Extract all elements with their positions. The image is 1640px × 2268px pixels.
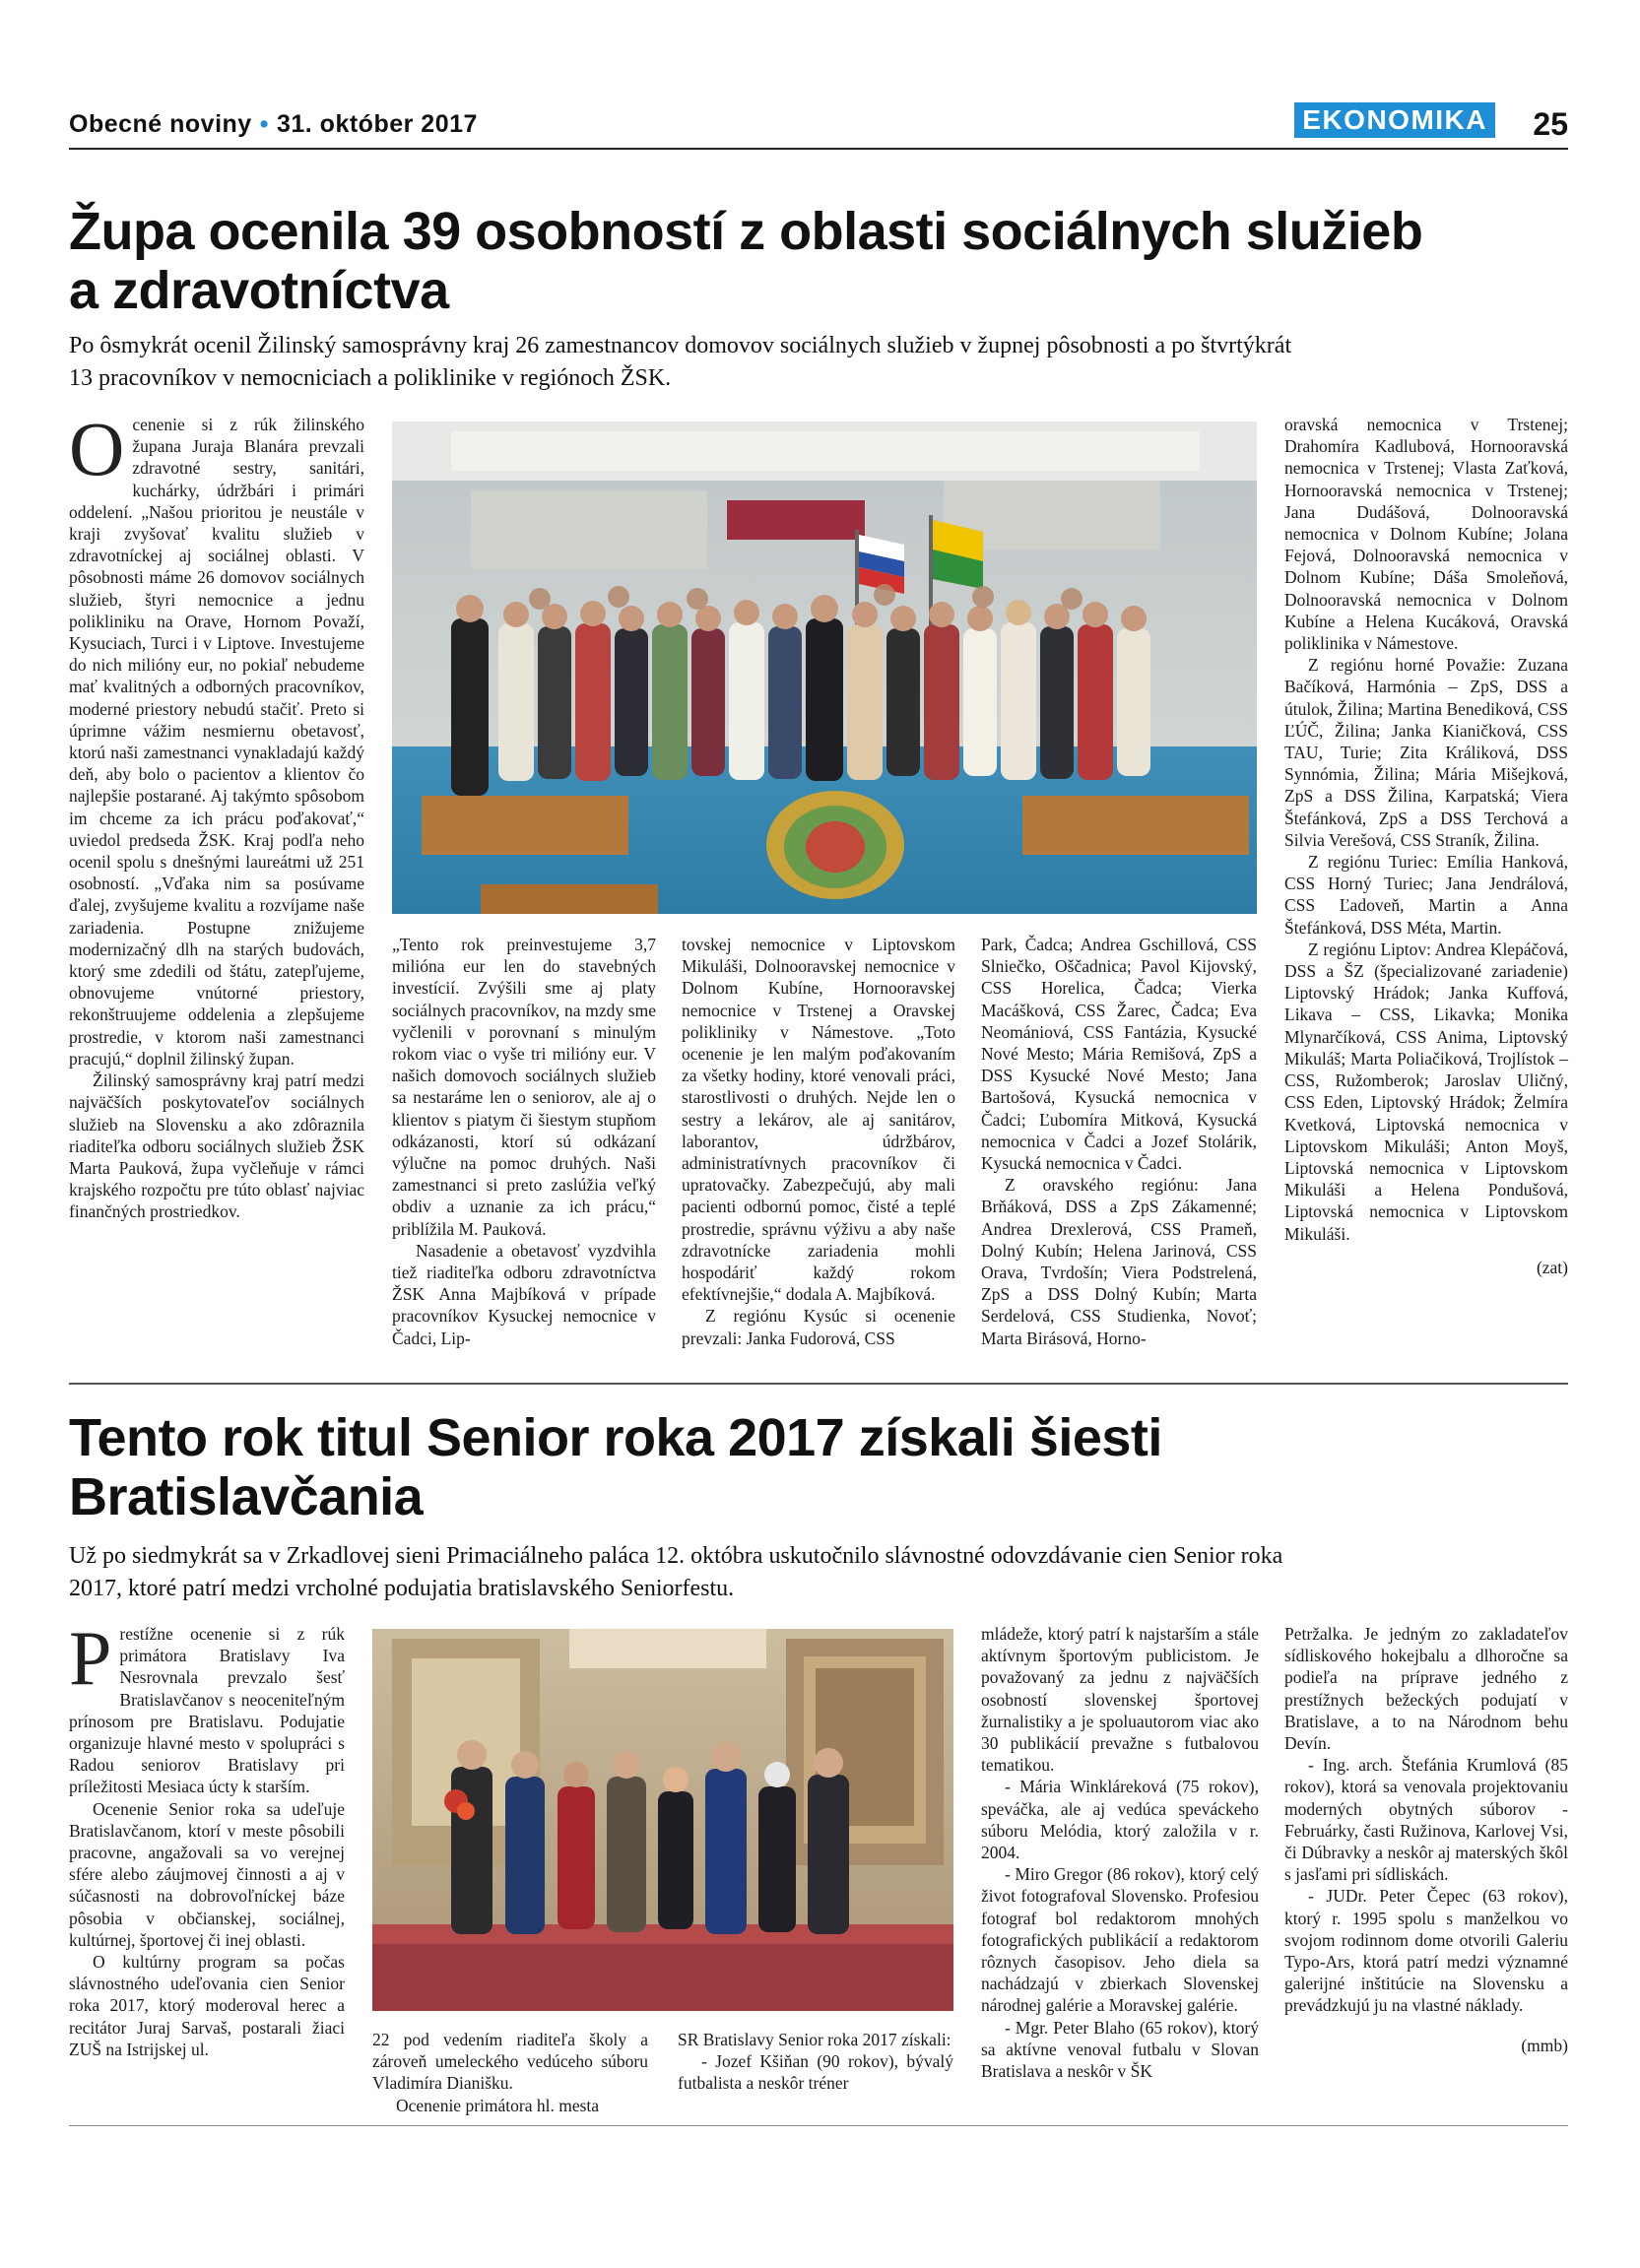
article1-col5-p4: Z regiónu Liptov: Andrea Klepáčová, DSS a ŠZ (špecializované zariadenie) Liptovský Hrádok; Janka Kuffová, Likava – CSS, Likavka; Monika Mlynarčíková, CSS Anima, Liptovský Mikuláš; Marta Poliačiková, Trojlístok – CSS, Ružomberok; Jaroslav Uličný, CSS Eden, Liptovský Hrádok; Želmíra Kvetková, Liptovská nemocnica v Liptovskom Mikuláši; Anton Moyš, Liptovská nemocnica v Liptovskom Mikuláši a Helena Pondušová, Liptovská nemocnica v Liptovskom Mikuláši. (1284, 939, 1568, 1244)
article2-col2-p2: Ocenenie primátora hl. mesta (396, 2095, 600, 2115)
article2-col1-p3: O kultúrny program sa počas slávnostného udeľovania cien Senior roka 2017, ktorý moderoval herec a recitátor Juraj Sarvaš, postarali žiaci ZUŠ na Istrijskej ul. (69, 1952, 345, 2059)
article1-headline-line2: a zdravotníctva (69, 261, 449, 320)
article1-lead-line2: 13 pracovníkov v nemocniciach a poliklinike v regiónoch ŽSK. (69, 365, 672, 391)
group-photo-illustration (392, 421, 1257, 914)
article2-lead-line1: Už po siedmykrát sa v Zrkadlovej sieni Primaciálneho paláca 12. októbra uskutočnilo slávnostné odovzdávanie cien Senior roka (69, 1543, 1283, 1569)
article1-signature: (zat) (1536, 1257, 1568, 1277)
article1-col3-p1: tovskej nemocnice v Liptovskom Mikuláši, Dolnooravskej nemocnice v Dolnom Kubíne, Hornooravskej nemocnice v Trstenej a Oravskej polikliniky v Námestove. „Toto ocenenie je len malým poďakovaním za všetky hodiny, ktoré venovali práci, starostlivosti o druhých. Nejde len o sestry a lekárov, ale aj sanitárov, laborantov, údržbárov, administratívnych pracovníkov či upratovačky. Zabezpečujú, aby mali pacienti odbornú pomoc, čisté a teplé prostredie, správnu výživu a aby naše zdravotnícke zariadenia mohli hospodáriť každý rokom efektívnejšie,“ dodala A. Majbíková. (682, 935, 955, 1305)
award-ceremony-photo (392, 421, 1257, 914)
article1-column-2 (392, 934, 656, 1349)
page-number: 25 (1533, 106, 1568, 142)
article2-lead-line2: 2017, ktoré patrí medzi vrcholné podujatia bratislavského Seniorfestu. (69, 1576, 735, 1601)
article2-col2-p1: 22 pod vedením riaditeľa školy a zároveň umeleckého vedúceho súboru Vladimíra Dianišku. (372, 2030, 648, 2094)
article1-column-5 (1284, 414, 1568, 1278)
senior-award-photo (372, 1629, 953, 2011)
bottom-rule (69, 2125, 1568, 2126)
article2-col1-p1: Prestížne ocenenie si z rúk primátora Bratislavy Iva Nesrovnala prevzalo šesť Bratislavčanov s neoceniteľným prínosom pre Bratislavu. Podujatie organizuje hlavné mesto v spolupráci s Radou seniorov Bratislavy pri príležitosti Mesiaca úcty k starším. (69, 1615, 345, 1797)
article1-column-4 (981, 934, 1257, 1349)
article1-col2-p2: Nasadenie a obetavosť vyzdvihla tiež riaditeľka odboru zdravotníctva ŽSK Anna Majbíková v prípade pracovníkov Kysuckej nemocnice v Čadci, Lip- (392, 1240, 656, 1348)
article2-column-4 (981, 1623, 1259, 2082)
dropcap: O (69, 406, 125, 491)
article2-column-5 (1284, 1623, 1568, 2056)
article2-col5-p1: Petržalka. Je jedným zo zakladateľov sídliskového hokejbalu a dlhoročne sa podieľa na príprave jedného z prestížnych bežeckých podujatí v Bratislave, a to na Národnom behu Devín. (1284, 1624, 1568, 1754)
article2-column-1 (69, 1615, 345, 2060)
article2-headline-line1: Tento rok titul Senior roka 2017 získali šiesti (69, 1408, 1162, 1467)
article1-lead-line1: Po ôsmykrát ocenil Žilinský samosprávny kraj 26 zamestnancov domovov sociálnych služieb v župnej pôsobnosti a po štvrtýkrát (69, 333, 1292, 358)
article2-col4-p4: - Mgr. Peter Blaho (65 rokov), ktorý sa aktívne venoval futbalu v Slovan Bratislava a neskôr v ŠK (981, 2017, 1259, 2082)
article1-col4-p1: Park, Čadca; Andrea Gschillová, CSS Slniečko, Oščadnica; Pavol Kijovský, CSS Horelica, Čadca; Vierka Macášková, CSS Žarec, Čadca; Eva Neomániová, CSS Fantázia, Kysucké Nové Mesto; Mária Remišová, ZpS a DSS Kysucké Nové Mesto; Jana Bartošová, Kysucká nemocnica v Čadci; Ľubomíra Mitková, Kysucká nemocnica v Čadci a Jozef Stolárik, Kysucká nemocnica v Čadci. (981, 935, 1257, 1174)
article1-column-1 (69, 406, 364, 1223)
ceremony-photo-illustration (372, 1629, 953, 2011)
article2-col4-p1: mládeže, ktorý patrí k najstarším a stále aktívnym športovým publicistom. Je považovaný za jednu z najväčších osobností slovenskej športovej žurnalistiky a je spoluautorom viac ako 30 publikácií prevažne s futbalovou tematikou. (981, 1624, 1259, 1776)
article2-col4-p2: - Mária Winkláreková (75 rokov), speváčka, ale aj vedúca speváckeho súboru Melódia, ktorý založila v r. 2004. (981, 1777, 1259, 1863)
article2-column-2 (372, 2029, 648, 2116)
article1-col2-p1: „Tento rok preinvestujeme 3,7 milióna eur len do stavebných investícií. Zvýšili sme aj platy sociálnych pracovníkov, na mzdy sme vyčlenili v porovnaní s minulým rokom viac o vyše tri milióny eur. V našich domovoch sociálnych služieb sa nestaráme len o seniorov, ale aj o klientov s piatym či šiestym stupňom odkázanosti, ktorí sú odkázaní výlučne na pomoc druhých. Naši zamestnanci si preto zaslúžia veľký obdiv a uznanie za ich prácu,“ priblížila M. Pauková. (392, 935, 656, 1239)
article2-lead (69, 1540, 1576, 1605)
masthead (69, 110, 478, 139)
article1-headline-line1: Župa ocenila 39 osobností z oblasti sociálnych služieb (69, 202, 1423, 261)
article1-col5-p1: oravská nemocnica v Trstenej; Drahomíra Kadlubová, Hornooravská nemocnica v Trstenej; Vlasta Zaťková, Hornooravská nemocnica v Trstenej; Jana Dudášová, Dolnooravská nemocnica v Dolnom Kubíne; Jolana Fejová, Dolnooravská nemocnica v Dolnom Kubíne; Dáša Smoleňová, Dolnooravská nemocnica v Dolnom Kubíne a Helena Kucáková, Oravská poliklinika v Námestove. (1284, 415, 1568, 654)
publication-name: Obecné noviny (69, 110, 252, 138)
article1-headline (69, 202, 1586, 320)
article1-lead (69, 330, 1576, 395)
article2-col3-p2: - Jozef Kšiňan (90 rokov), bývalý futbalista a neskôr tréner (678, 2051, 953, 2094)
article1-col5-p2: Z regiónu horné Považie: Zuzana Bačíková, Harmónia – ZpS, DSS a útulok, Žilina; Martina Benediková, CSS ĽÚČ, Žilina; Janka Kianičková, CSS TAU, Turie; Zita Králiková, DSS Synnómia, Žilina; Mária Mišejková, ZpS a DSS Žilina, Karpatská; Viera Štefánková, ZpS a DSS Terchová a Silvia Verešová, CSS Straník, Žilina. (1284, 655, 1568, 850)
article2-signature: (mmb) (1521, 2035, 1568, 2055)
dropcap: P (69, 1615, 112, 1701)
article2-col4-p3: - Miro Gregor (86 rokov), ktorý celý život fotografoval Slovensko. Profesiou fotograf bol redaktorom mnohých fotografických publikácií a redaktorom rôznych časopisov. Jeho diela sa nachádzajú v zbierkach Slovenskej národnej galérie a Moravskej galérie. (981, 1864, 1259, 2016)
article1-col4-p2: Z oravského regiónu: Jana Brňáková, DSS a ZpS Zákamenné; Andrea Drexlerová, CSS Prameň, Dolný Kubín; Helena Jarinová, CSS Orava, Tvrdošín; Viera Podstrelená, ZpS a DSS Dolný Kubín; Marta Serdelová, CSS Studienka, Novoť; Marta Birásová, Horno- (981, 1175, 1257, 1348)
issue-date: 31. október 2017 (276, 110, 478, 138)
separator-dot: • (259, 110, 269, 138)
article2-col1-p2: Ocenenie Senior roka sa udeľuje Bratislavčanom, ktorí v meste pôsobili pracovne, angažovali sa vo verejnej sfére alebo záujmovej činnosti a aj v súčasnosti na dobrovoľníckej báze pôsobia v občianskej, sociálnej, kultúrnej, športovej či inej oblasti. (69, 1798, 345, 1950)
article2-headline-line2: Bratislavčania (69, 1467, 424, 1526)
article2-col3-p1: SR Bratislavy Senior roka 2017 získali: (678, 2030, 951, 2049)
article2-headline (69, 1408, 1586, 1526)
article1-col1-p2: Žilinský samosprávny kraj patrí medzi najväčších poskytovateľov sociálnych služieb na Slovensku a ako zdôraznila riaditeľka odboru sociálnych služieb ŽSK Marta Pauková, župa vyčleňuje v rámci krajského rozpočtu pre túto oblasť najviac finančných prostriedkov. (69, 1070, 364, 1222)
article2-col5-p2: - Ing. arch. Štefánia Krumlová (85 rokov), ktorá sa venovala projektovaniu moderných obytných súborov - Februárky, časti Ružinova, Karlovej Vsi, či Dúbravky a neskôr aj materských škôl s jasľami pri sídliskách. (1284, 1755, 1568, 1885)
section-tag: EKONOMIKA (1294, 102, 1495, 138)
article2-col5-p3: - JUDr. Peter Čepec (63 rokov), ktorý r. 1995 spolu s manželkou vo svojom rodinnom dome otvorili Galeriu Typo-Ars, ktorá patrí medzi významné galerijné inštitúcie na Slovensku a prevádzkujú ju na vlastné náklady. (1284, 1886, 1568, 2016)
article1-column-3 (682, 934, 955, 1349)
article1-col1-p1: Ocenenie si z rúk žilinského župana Juraja Blanára prevzali zdravotné sestry, sanitári, kuchárky, údržbári i primári oddelení. „Našou prioritou je neustále v kraji zvyšovať kvalitu služieb v zdravotníckej aj sociálnej oblasti. V pôsobnosti máme 26 domovov sociálnych služieb, štyri nemocnice a jednu polikliniku na Orave, Hornom Považí, Kysuciach, Turci i v Liptove. Investujeme do nich milióny eur, no pokiaľ nebudeme mať kvalitných a odborných pracovníkov, moderné priestory nebudú stačiť. Preto si úprimne vážim nesmiernu obetavosť, ktorú naši zamestnanci vynakladajú každý deň, aby bolo o pacientov a klientov čo najlepšie postarané. Aj takýmto spôsobom im chceme za ich prácu poďakovať,“ uviedol predseda ŽSK. Kraj podľa neho ocenil spolu s dnešnými laureátmi už 251 osobností. „Vďaka nim sa posúvame ďalej, zvyšujeme kvalitu a rozvíjame naše zariadenia. Postupne znižujeme modernizačný dlh na starých budovách, ktorý sme zdedili od štátu, zatepľujeme, obnovujeme vnútorné priestory, rekonštruujeme oddelenia a zlepšujeme prostredie, v ktorom naši zamestnanci pracujú,“ doplnil žilinský župan. (69, 406, 364, 1069)
page-header (69, 102, 1568, 150)
article2-column-3 (678, 2029, 953, 2095)
article1-col3-p2: Z regiónu Kysúc si ocenenie prevzali: Janka Fudorová, CSS (682, 1306, 955, 1348)
article1-col5-p3: Z regiónu Turiec: Emília Hanková, CSS Horný Turiec; Jana Jendrálová, CSS Ľadoveň, Martin a Anna Štefánková, DSS Méta, Martin. (1284, 852, 1568, 938)
article-divider (69, 1383, 1568, 1385)
